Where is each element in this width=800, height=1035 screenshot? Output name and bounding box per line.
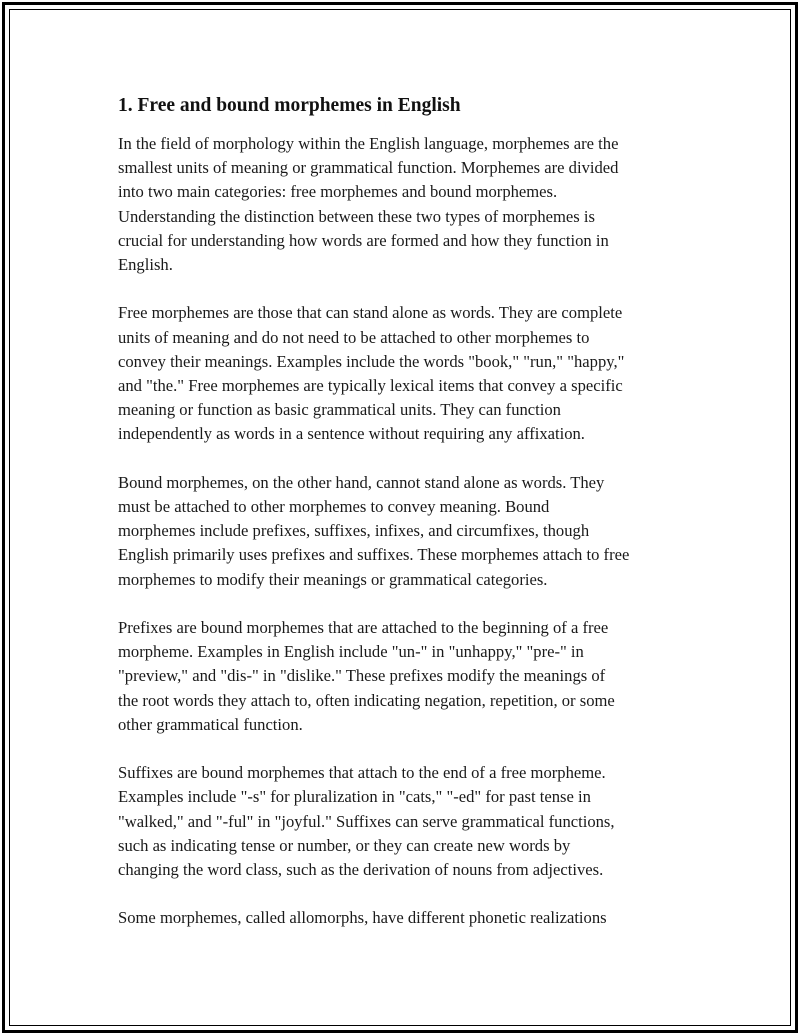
paragraph-prefixes: Prefixes are bound morphemes that are attached to the beginning of a free morpheme. Examples in English include "un-" in "unhappy," "pre-" in "preview," and "dis-" in "dislike." These prefixes modify the meanings of the root words they attach to, often indicating negation, repetition, or some other grammatical function. <box>118 618 615 734</box>
paragraph-intro: In the field of morphology within the English language, morphemes are the smallest units of meaning or grammatical function. Morphemes are divided into two main categories: free morphemes and bound morphemes. Understanding the distinction between these two types of morphemes is crucial for understanding how words are formed and how they function in English. <box>118 134 619 275</box>
section-heading: 1. Free and bound morphemes in English <box>118 95 461 116</box>
paragraph-free-morphemes: Free morphemes are those that can stand alone as words. They are complete units of meaning and do not need to be attached to other morphemes to convey their meanings. Examples include the words "book," "run," "happy," and "the." Free morphemes are typically lexical items that convey a specific meaning or function as basic grammatical units. They can function independently as words in a sentence without requiring any affixation. <box>118 303 625 444</box>
paragraph-suffixes: Suffixes are bound morphemes that attach to the end of a free morpheme. Examples include "-s" for pluralization in "cats," "-ed" for past tense in "walked," and "-ful" in "joyful." Suffixes can serve grammatical functions, such as indicating tense or number, or they can create new words by changing the word class, such as the derivation of nouns from adjectives. <box>118 763 615 880</box>
paragraph-bound-morphemes: Bound morphemes, on the other hand, cannot stand alone as words. They must be attached to other morphemes to convey meaning. Bound morphemes include prefixes, suffixes, infixes, and circumfixes, though English primarily uses prefixes and suffixes. These morphemes attach to free morphemes to modify their meanings or grammatical categories. <box>118 472 630 589</box>
paragraph-allomorphs: Some morphemes, called allomorphs, have different phonetic realizations <box>118 908 607 928</box>
document-body <box>118 92 698 955</box>
